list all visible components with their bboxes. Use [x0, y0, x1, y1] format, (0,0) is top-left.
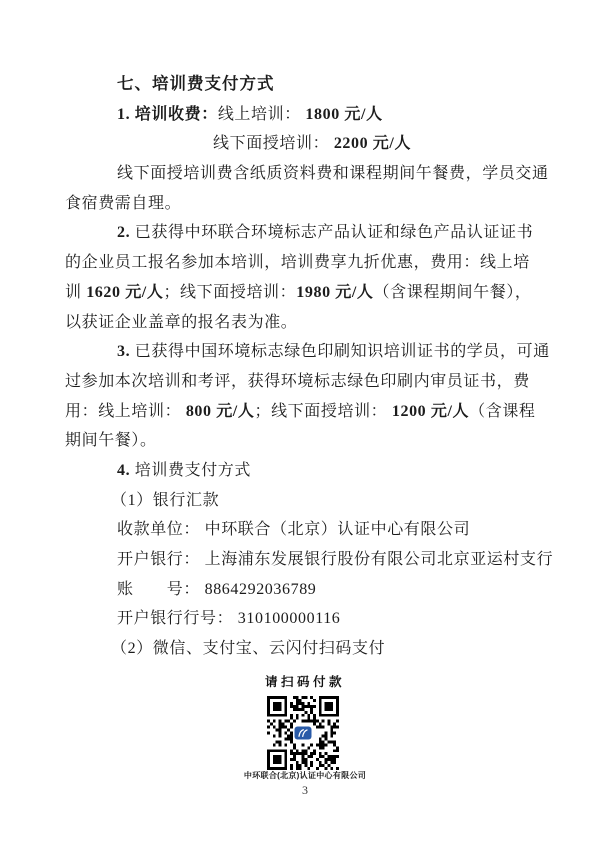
doc-line: [65, 159, 555, 189]
text-segment: 线上培训：: [217, 105, 306, 123]
qr-payment-title: 请扫码付款: [264, 675, 345, 689]
text-segment: 1200 元/人: [391, 402, 470, 420]
doc-line: [65, 248, 555, 278]
payment-qr-code: [267, 696, 339, 770]
doc-line: [65, 308, 555, 338]
text-segment: 4.: [117, 461, 131, 479]
text-segment: 训: [65, 283, 87, 301]
text-segment: ；线下面授培训：: [254, 402, 392, 420]
page-number: 3: [302, 783, 308, 797]
text-segment: （1）银行汇款: [111, 491, 220, 509]
qr-caption: 中环联合(北京)认证中心有限公司: [243, 771, 367, 780]
text-segment: （含课程: [469, 402, 536, 420]
doc-line: [65, 278, 555, 308]
text-segment: 开户银行： 上海浦东发展银行股份有限公司北京亚运村支行: [117, 551, 554, 568]
text-segment: 以获证企业盖章的报名表为准。: [65, 313, 298, 331]
text-segment: 线下面授培训费含纸质资料费和课程期间午餐费，学员交通: [117, 165, 549, 183]
doc-line: [65, 634, 555, 664]
text-segment: 收款单位： 中环联合（北京）认证中心有限公司: [117, 521, 471, 539]
text-segment: 1800 元/人: [305, 105, 383, 123]
text-segment: 1620 元/人: [86, 283, 164, 301]
text-segment: 期间午餐）。: [65, 432, 157, 450]
text-segment: 2200 元/人: [333, 135, 412, 153]
text-segment: 培训费支付方式: [130, 461, 252, 479]
text-segment: 2.: [117, 224, 131, 242]
doc-line: [65, 426, 555, 456]
text-segment: 七、培训费支付方式: [117, 75, 275, 93]
text-segment: 已获得中国环境标志绿色印刷知识培训证书的学员，可通: [130, 343, 550, 361]
doc-line: [65, 397, 555, 427]
text-segment: 用：线上培训：: [65, 402, 186, 420]
text-segment: （2）微信、支付宝、云闪付扫码支付: [111, 640, 386, 658]
document-body: [65, 70, 555, 664]
doc-line: [65, 486, 555, 516]
text-segment: ；线下面授培训：: [163, 283, 297, 301]
text-segment: 食宿费需自理。: [65, 194, 182, 212]
doc-line: [65, 100, 555, 130]
text-segment: 3.: [117, 343, 131, 361]
text-segment: 已获得中环联合环境标志产品认证和绿色产品认证证书: [130, 224, 534, 242]
text-segment: 1980 元/人: [296, 283, 374, 301]
doc-line: [65, 337, 555, 367]
text-segment: 800 元/人: [185, 402, 255, 420]
text-segment: 1. 培训收费：: [117, 105, 218, 123]
doc-line: [65, 456, 555, 486]
doc-line: [65, 367, 555, 397]
doc-line: [65, 129, 555, 159]
doc-line: [65, 70, 555, 100]
doc-line: [65, 545, 555, 575]
doc-line: [65, 189, 555, 219]
text-segment: 线下面授培训：: [213, 135, 334, 153]
doc-line: [65, 218, 555, 248]
cec-logo-icon: [294, 726, 312, 740]
doc-line: [65, 604, 555, 634]
text-segment: 过参加本次培训和考评，获得环境标志绿色印刷内审员证书，费: [65, 372, 530, 390]
text-segment: 开户银行行号： 310100000116: [117, 610, 341, 628]
text-segment: 的企业员工报名参加本培训，培训费享九折优惠，费用：线上培: [65, 254, 530, 272]
text-segment: 账 号： 8864292036789: [117, 580, 317, 598]
doc-line: [65, 515, 555, 545]
text-segment: （含课程期间午餐），: [373, 283, 532, 301]
doc-line: [65, 575, 555, 605]
